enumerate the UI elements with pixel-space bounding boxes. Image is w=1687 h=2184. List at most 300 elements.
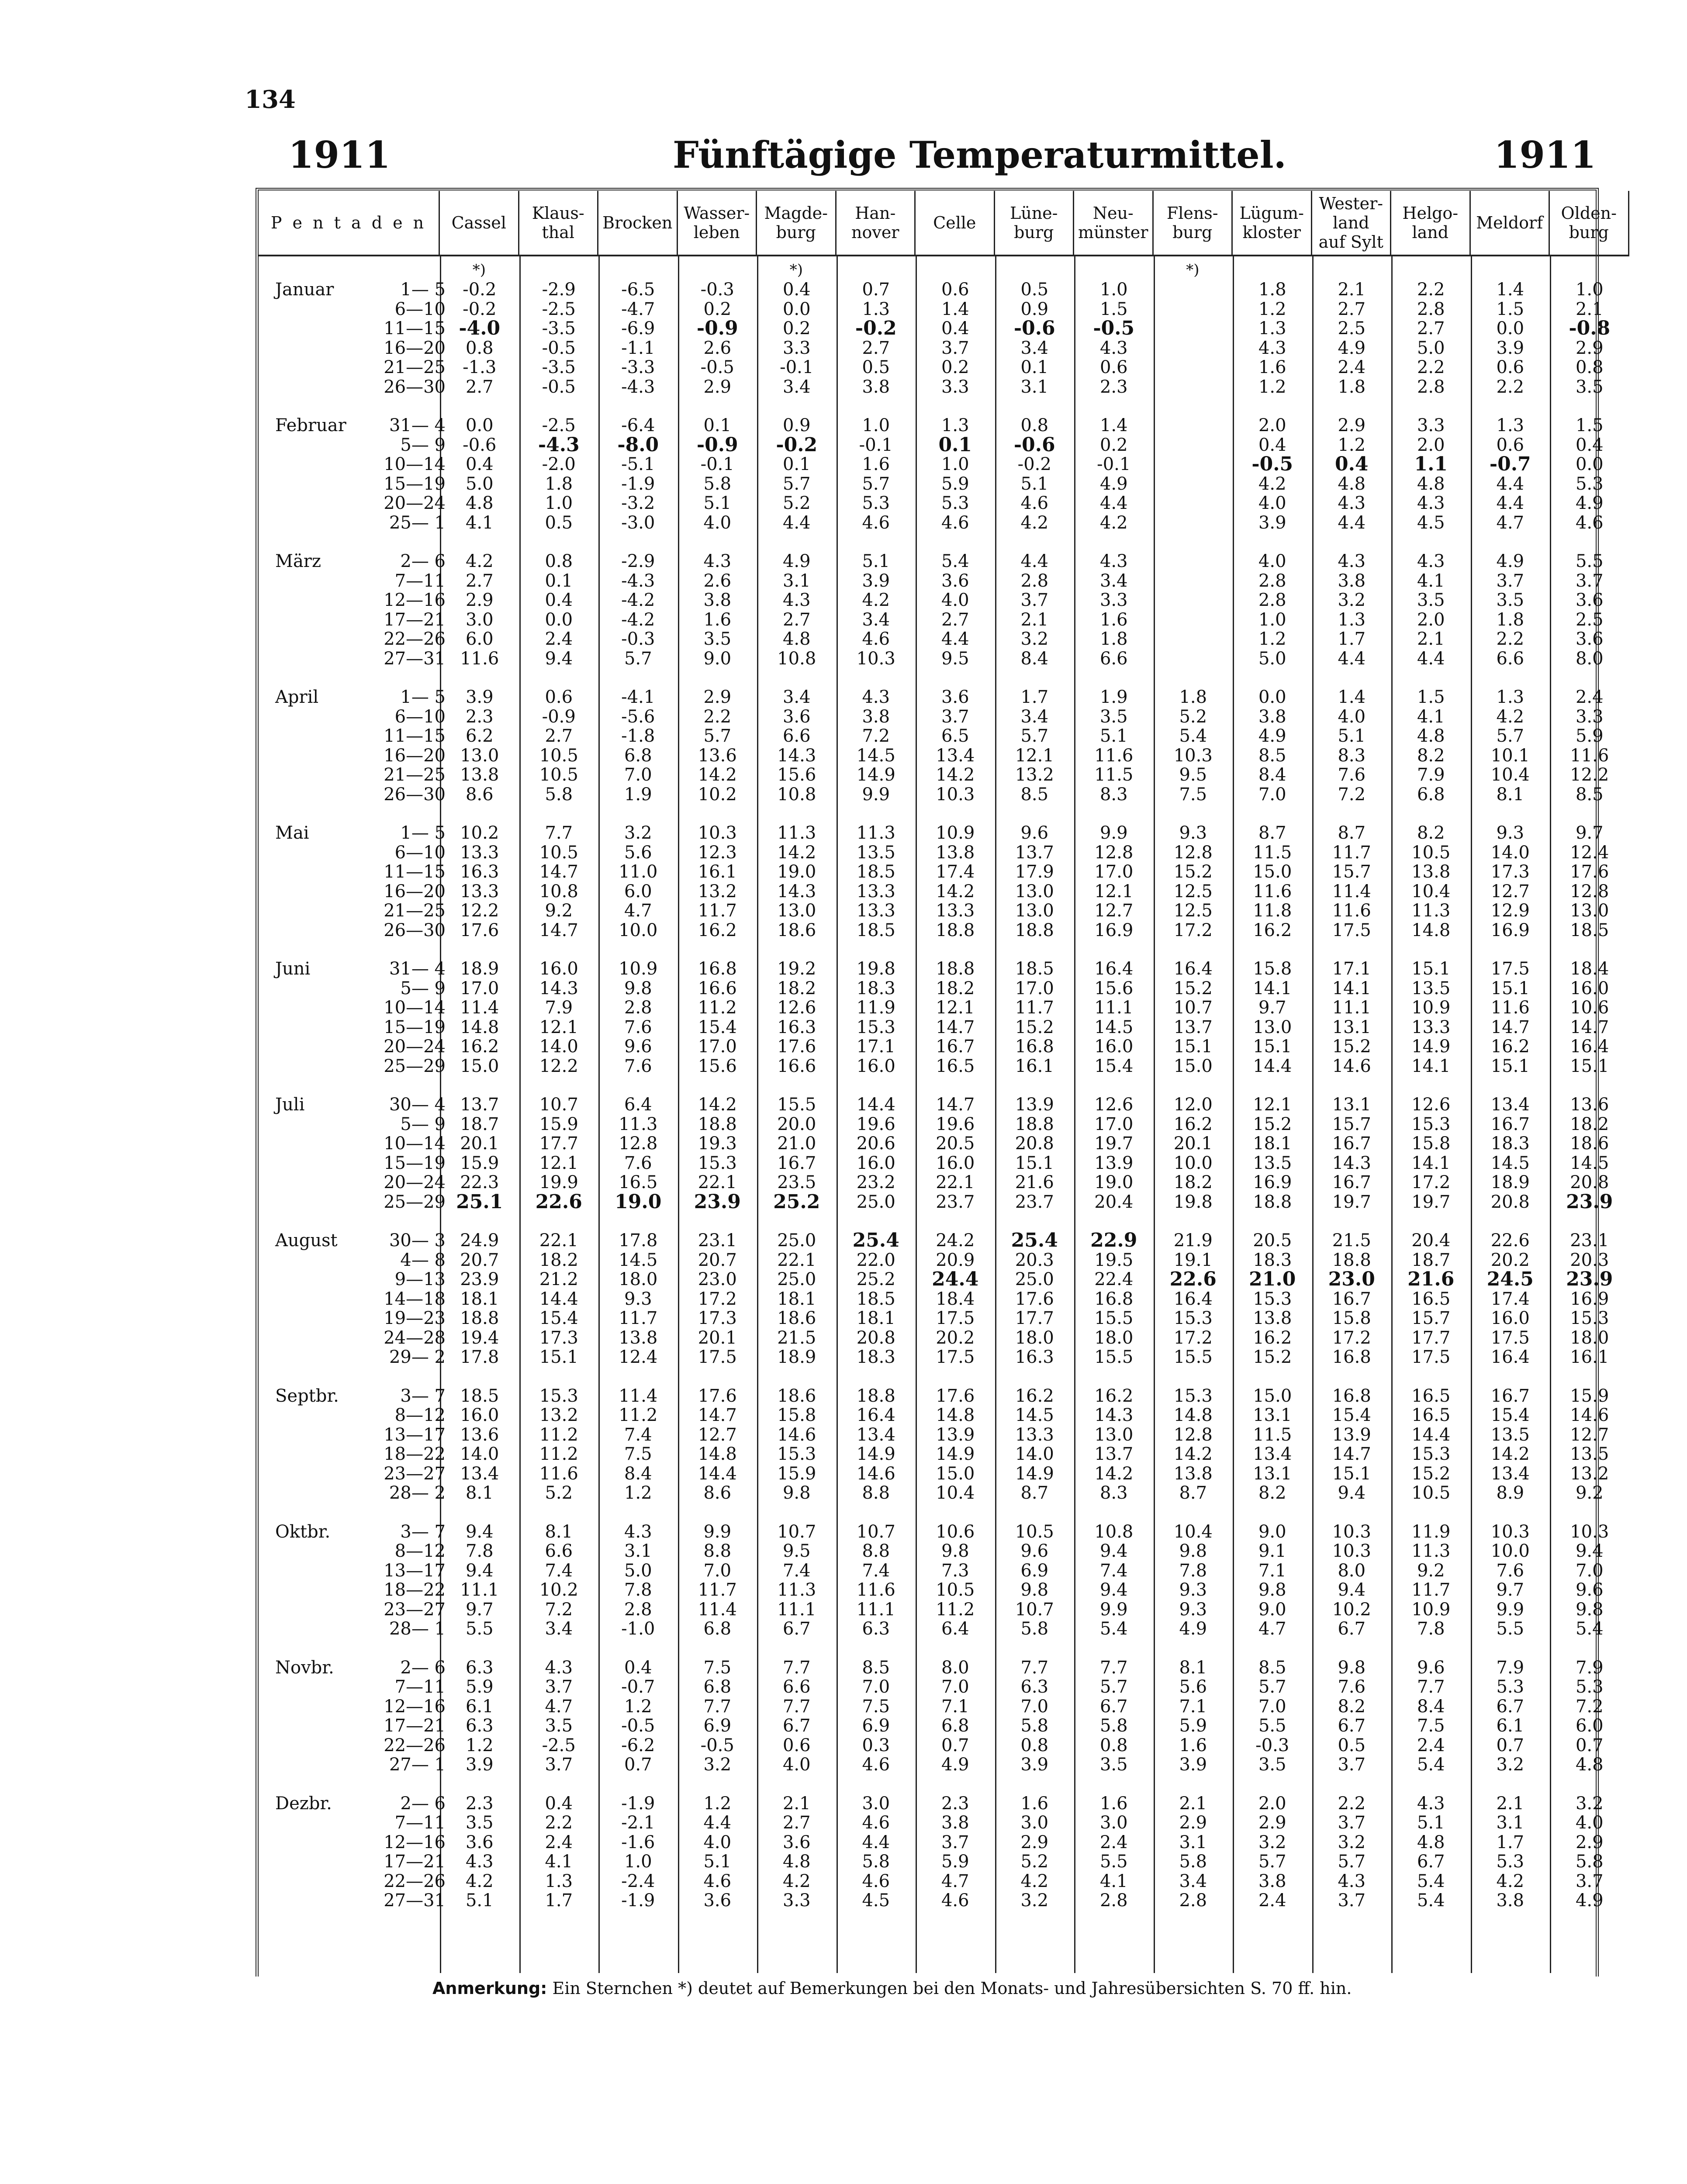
data-cell: 7.8 (1179, 1560, 1207, 1581)
data-cell: 4.6 (941, 512, 969, 533)
data-cell: 12.6 (1094, 1095, 1134, 1115)
data-cell: 9.6 (1417, 1657, 1445, 1678)
data-cell: 11.3 (777, 823, 816, 843)
data-cell: 21.5 (1332, 1230, 1371, 1251)
pentade-range: 2— 6 (400, 1793, 446, 1814)
data-cell: 4.9 (1179, 1619, 1207, 1639)
data-cell: 7.5 (624, 1444, 652, 1464)
data-cell: 13.8 (1411, 862, 1451, 882)
data-cell: 3.1 (1496, 1813, 1525, 1833)
data-cell: 14.8 (936, 1405, 975, 1425)
data-cell: 8.3 (1099, 1483, 1128, 1503)
data-cell: 5.2 (545, 1483, 573, 1503)
data-cell: -0.1 (1097, 454, 1131, 474)
data-cell: 8.1 (465, 1483, 494, 1503)
data-cell: 10.8 (777, 784, 816, 805)
data-cell: 6.8 (624, 745, 652, 766)
column-header: Cassel (440, 191, 519, 256)
page-number: 134 (245, 85, 296, 114)
data-cell: 4.1 (1417, 570, 1445, 591)
data-cell: 3.8 (1496, 1890, 1525, 1911)
data-cell: 20.4 (1411, 1230, 1451, 1251)
data-cell: 16.4 (856, 1405, 895, 1425)
data-cell: 1.7 (545, 1890, 573, 1911)
data-cell: 19.0 (615, 1190, 662, 1213)
data-cell: 7.7 (545, 823, 573, 843)
data-cell: 4.8 (1417, 473, 1445, 494)
data-cell: 13.5 (1411, 978, 1451, 999)
footnote (432, 1979, 1352, 1998)
data-cell: 17.1 (856, 1037, 895, 1057)
data-cell: 3.7 (941, 338, 969, 358)
data-cell: 16.4 (1173, 1289, 1213, 1309)
pentade-range: 23—27 (384, 1463, 446, 1484)
data-cell: 20.3 (1015, 1250, 1054, 1270)
data-cell: 21.2 (539, 1269, 578, 1289)
data-cell: 13.7 (1173, 1017, 1213, 1037)
data-cell: 14.9 (856, 765, 895, 785)
data-cell: -3.5 (542, 357, 576, 377)
data-cell: 14.4 (856, 1095, 895, 1115)
data-cell: 10.6 (1570, 998, 1609, 1018)
data-cell: -3.3 (621, 357, 655, 377)
data-cell: 11.7 (1015, 998, 1054, 1018)
data-cell: 17.2 (1173, 920, 1213, 940)
data-cell: 16.5 (1411, 1386, 1451, 1406)
pentade-range: 29— 2 (389, 1347, 446, 1367)
data-cell: 6.9 (1020, 1560, 1049, 1581)
data-cell: 24.2 (936, 1230, 975, 1251)
data-cell: 9.8 (782, 1483, 811, 1503)
data-cell: 12.0 (1173, 1095, 1213, 1115)
data-cell: 13.8 (619, 1327, 658, 1348)
data-cell: 12.8 (619, 1133, 658, 1154)
data-cell: 16.7 (1490, 1386, 1530, 1406)
data-cell: 3.6 (782, 1832, 811, 1852)
data-cell: -2.5 (542, 299, 576, 319)
data-cell: 1.4 (1338, 687, 1366, 707)
data-cell: 16.7 (1332, 1172, 1371, 1192)
data-cell: 13.2 (539, 1405, 578, 1425)
data-cell: 11.5 (1253, 1424, 1292, 1445)
data-cell: 18.1 (777, 1289, 816, 1309)
data-cell: 14.2 (936, 881, 975, 902)
data-cell: 3.5 (1496, 590, 1525, 610)
pentade-range: 12—16 (384, 1696, 446, 1717)
data-cell: 6.3 (465, 1716, 494, 1736)
data-cell: 6.6 (782, 1677, 811, 1697)
data-cell: 20.7 (460, 1250, 499, 1270)
data-cell: 20.1 (460, 1133, 499, 1154)
data-cell: 4.6 (862, 1755, 890, 1775)
data-cell: 4.3 (782, 590, 811, 610)
data-cell: 7.0 (703, 1560, 732, 1581)
data-cell: 16.2 (1490, 1037, 1530, 1057)
data-cell: 7.2 (1575, 1696, 1604, 1717)
data-cell: 7.2 (862, 726, 890, 746)
data-cell: 8.8 (862, 1483, 890, 1503)
data-cell: 3.4 (1020, 706, 1049, 727)
data-cell: 17.2 (1173, 1327, 1213, 1348)
pentade-range: 10—14 (384, 998, 446, 1018)
column-header: Celle (916, 191, 995, 256)
data-cell: 15.1 (539, 1347, 578, 1367)
data-cell: 4.1 (465, 512, 494, 533)
column-header: Brocken (598, 191, 678, 256)
data-cell: 3.5 (1099, 706, 1128, 727)
data-cell: -1.0 (621, 1619, 655, 1639)
data-cell: 15.2 (1015, 1017, 1054, 1037)
data-cell: 16.4 (1173, 959, 1213, 979)
data-cell: 4.2 (1020, 1871, 1049, 1891)
data-cell: 5.5 (1575, 551, 1604, 571)
data-cell: 0.6 (545, 687, 573, 707)
data-cell: 18.8 (936, 959, 975, 979)
data-cell: 16.5 (1411, 1289, 1451, 1309)
data-cell: 7.6 (624, 1017, 652, 1037)
data-cell: 6.6 (545, 1541, 573, 1561)
data-cell: 3.7 (545, 1677, 573, 1697)
data-cell: 13.3 (936, 901, 975, 921)
data-cell: 14.2 (777, 842, 816, 863)
data-cell: 5.9 (1575, 726, 1604, 746)
data-cell: 16.3 (1015, 1347, 1054, 1367)
data-cell: 4.9 (1496, 551, 1525, 571)
data-cell: 17.5 (936, 1347, 975, 1367)
data-cell: 15.7 (1332, 862, 1371, 882)
data-cell: 5.8 (545, 784, 573, 805)
data-cell: -0.5 (700, 357, 734, 377)
column-header: Neu- münster (1074, 191, 1154, 256)
data-cell: 0.1 (782, 454, 811, 474)
data-cell: 9.8 (624, 978, 652, 999)
data-cell: 12.6 (777, 998, 816, 1018)
data-cell: 1.9 (624, 784, 652, 805)
data-cell: 10.9 (936, 823, 975, 843)
data-cell: 11.6 (1094, 745, 1134, 766)
data-cell: -0.2 (463, 299, 497, 319)
data-cell: 18.0 (1094, 1327, 1134, 1348)
data-cell: 4.7 (624, 901, 652, 921)
data-cell: 12.4 (619, 1347, 658, 1367)
data-cell: 18.6 (1570, 1133, 1609, 1154)
data-cell: 11.6 (539, 1463, 578, 1484)
pentade-range: 28— 1 (389, 1619, 446, 1639)
data-cell: -1.8 (621, 726, 655, 746)
data-cell: 15.3 (1173, 1386, 1213, 1406)
data-cell: 16.2 (1015, 1386, 1054, 1406)
data-cell: 7.5 (703, 1657, 732, 1678)
data-cell: 16.2 (1173, 1114, 1213, 1134)
data-cell: 5.7 (1258, 1852, 1286, 1872)
data-cell: -1.6 (621, 1832, 655, 1852)
data-cell: 13.4 (1490, 1095, 1530, 1115)
data-cell: 18.7 (1411, 1250, 1451, 1270)
data-cell: 18.5 (460, 1386, 499, 1406)
data-cell: 7.1 (941, 1696, 969, 1717)
pentade-range: 20—24 (384, 1037, 446, 1057)
data-cell: 3.5 (545, 1716, 573, 1736)
data-cell: 3.7 (1338, 1813, 1366, 1833)
data-cell: 13.0 (1253, 1017, 1292, 1037)
data-cell: 0.8 (1020, 1735, 1049, 1755)
data-cell: 4.6 (862, 1813, 890, 1833)
data-cell: 6.8 (703, 1619, 732, 1639)
data-cell: 7.6 (1338, 765, 1366, 785)
data-cell: 1.7 (1020, 687, 1049, 707)
data-cell: 8.1 (545, 1521, 573, 1542)
data-cell: 17.6 (777, 1037, 816, 1057)
data-cell: 22.6 (1490, 1230, 1530, 1251)
data-cell: 13.9 (1332, 1424, 1371, 1445)
data-cell: 4.0 (1575, 1813, 1604, 1833)
data-cell: 5.4 (1417, 1755, 1445, 1775)
data-cell: 12.1 (1253, 1095, 1292, 1115)
data-cell: 3.4 (545, 1619, 573, 1639)
data-cell: 0.8 (545, 551, 573, 571)
data-cell: 4.7 (1258, 1619, 1286, 1639)
data-cell: 0.0 (1258, 687, 1286, 707)
data-cell: 9.4 (1338, 1580, 1366, 1600)
data-cell: 10.3 (1490, 1521, 1530, 1542)
data-cell: 14.6 (1332, 1056, 1371, 1076)
data-cell: 21.0 (1249, 1268, 1296, 1290)
data-cell: 16.4 (1570, 1037, 1609, 1057)
pentade-range: 27— 1 (389, 1755, 446, 1775)
pentade-range: 5— 9 (400, 435, 446, 455)
pentade-range: 17—21 (384, 1852, 446, 1872)
data-cell: 12.1 (1094, 881, 1134, 902)
data-cell: 11.4 (460, 998, 499, 1018)
data-cell: 5.1 (1417, 1813, 1445, 1833)
data-cell: 4.6 (941, 1890, 969, 1911)
data-cell: 20.2 (936, 1327, 975, 1348)
data-cell: 5.1 (465, 1890, 494, 1911)
data-cell: 16.9 (1094, 920, 1134, 940)
data-cell: 3.2 (1338, 1832, 1366, 1852)
data-cell: 4.0 (1258, 493, 1286, 513)
data-cell: 10.7 (856, 1521, 895, 1542)
data-cell: 1.6 (1099, 1793, 1128, 1814)
data-cell: 6.0 (1575, 1716, 1604, 1736)
data-cell: 6.7 (1496, 1696, 1525, 1717)
data-cell: 11.6 (856, 1580, 895, 1600)
data-cell: 7.6 (624, 1056, 652, 1076)
data-cell: 8.7 (1020, 1483, 1049, 1503)
data-cell: 1.2 (624, 1696, 652, 1717)
data-cell: 2.7 (941, 609, 969, 630)
data-cell: 13.4 (936, 745, 975, 766)
data-cell: -2.5 (542, 1735, 576, 1755)
data-cell: 5.5 (1496, 1619, 1525, 1639)
data-cell: 1.8 (1258, 280, 1286, 300)
data-cell: 7.9 (1496, 1657, 1525, 1678)
data-cell: 12.8 (1570, 881, 1609, 902)
data-cell: 4.4 (1099, 493, 1128, 513)
data-cell: 16.0 (936, 1153, 975, 1173)
column-header: Wester- land auf Sylt (1312, 191, 1392, 256)
data-cell: 16.4 (1490, 1347, 1530, 1367)
data-cell: 9.4 (1338, 1483, 1366, 1503)
data-cell: 2.1 (1417, 629, 1445, 649)
data-cell: -3.5 (542, 318, 576, 339)
data-cell: 2.7 (465, 570, 494, 591)
data-cell: -0.9 (696, 317, 738, 339)
data-cell: 2.6 (703, 570, 732, 591)
data-cell: 15.6 (698, 1056, 737, 1076)
data-cell: 7.0 (862, 1677, 890, 1697)
data-cell: 14.4 (539, 1289, 578, 1309)
data-cell: 3.7 (1338, 1890, 1366, 1911)
data-cell: 4.0 (941, 590, 969, 610)
data-cell: 3.2 (1338, 590, 1366, 610)
data-cell: 17.0 (1015, 978, 1054, 999)
data-cell: 22.9 (1090, 1229, 1137, 1251)
data-cell: 2.4 (545, 1832, 573, 1852)
data-cell: 15.2 (1332, 1037, 1371, 1057)
data-cell: 4.4 (1496, 473, 1525, 494)
data-cell: 20.3 (1570, 1250, 1609, 1270)
data-cell: 10.9 (619, 959, 658, 979)
data-cell: 15.3 (1253, 1289, 1292, 1309)
data-cell: 3.3 (1417, 415, 1445, 435)
data-cell: 9.4 (1099, 1580, 1128, 1600)
data-cell: 18.6 (777, 1386, 816, 1406)
data-cell: -2.9 (621, 551, 655, 571)
data-cell: 0.4 (545, 590, 573, 610)
data-cell: 6.6 (782, 726, 811, 746)
data-cell: -4.3 (538, 433, 580, 456)
data-cell: 8.1 (1496, 784, 1525, 805)
pentade-range: 24—28 (384, 1327, 446, 1348)
data-cell: 20.8 (1490, 1192, 1530, 1212)
data-cell: 15.3 (1570, 1308, 1609, 1328)
data-cell: 5.7 (1496, 726, 1525, 746)
data-cell: 10.2 (539, 1580, 578, 1600)
data-cell: 2.7 (1338, 299, 1366, 319)
data-cell: 9.0 (1258, 1599, 1286, 1620)
month-label: April (275, 687, 319, 707)
data-cell: 3.6 (941, 570, 969, 591)
data-cell: 1.0 (1575, 280, 1604, 300)
data-cell: 2.7 (862, 338, 890, 358)
data-cell: 8.0 (1575, 648, 1604, 669)
data-cell: 11.2 (698, 998, 737, 1018)
data-cell: 21.5 (777, 1327, 816, 1348)
data-cell: -2.5 (542, 415, 576, 435)
data-cell: 13.7 (460, 1095, 499, 1115)
data-cell: -0.1 (859, 435, 893, 455)
data-cell: 15.1 (1253, 1037, 1292, 1057)
pentade-range: 25—29 (384, 1056, 446, 1076)
data-cell: 7.8 (624, 1580, 652, 1600)
data-cell: 10.3 (856, 648, 895, 669)
data-cell: 18.0 (1570, 1327, 1609, 1348)
month-label: Oktbr. (275, 1521, 331, 1542)
pentade-range: 7—11 (394, 1813, 446, 1833)
data-cell: 3.5 (1417, 590, 1445, 610)
data-cell: 15.1 (1173, 1037, 1213, 1057)
data-cell: 8.3 (1338, 745, 1366, 766)
data-cell: 18.9 (1490, 1172, 1530, 1192)
data-cell: 14.9 (1411, 1037, 1451, 1057)
data-cell: 5.7 (1099, 1677, 1128, 1697)
data-cell: 21.0 (777, 1133, 816, 1154)
data-cell: 0.1 (703, 415, 732, 435)
data-cell: 2.8 (1417, 299, 1445, 319)
data-cell: 14.2 (1490, 1444, 1530, 1464)
data-cell: 19.2 (777, 959, 816, 979)
data-cell: -6.2 (621, 1735, 655, 1755)
data-cell: 0.7 (1575, 1735, 1604, 1755)
data-cell: 4.9 (941, 1755, 969, 1775)
data-cell: 23.9 (460, 1269, 499, 1289)
data-cell: 14.7 (936, 1095, 975, 1115)
pentade-range: 10—14 (384, 1133, 446, 1154)
data-cell: 0.8 (1575, 357, 1604, 377)
data-cell: 7.4 (1099, 1560, 1128, 1581)
data-cell: 16.3 (460, 862, 499, 882)
data-cell: 4.2 (1258, 473, 1286, 494)
data-cell: 0.6 (1496, 435, 1525, 455)
data-cell: 20.1 (1173, 1133, 1213, 1154)
data-cell: 0.1 (545, 570, 573, 591)
data-cell: 2.8 (1099, 1890, 1128, 1911)
data-cell: 9.5 (1179, 765, 1207, 785)
data-cell: 2.9 (1575, 338, 1604, 358)
data-cell: 15.4 (698, 1017, 737, 1037)
data-cell: 2.1 (1575, 299, 1604, 319)
data-cell: 9.1 (1258, 1541, 1286, 1561)
data-cell: 11.9 (856, 998, 895, 1018)
data-cell: 5.4 (1417, 1890, 1445, 1911)
data-cell: 10.2 (460, 823, 499, 843)
data-cell: 0.7 (941, 1735, 969, 1755)
data-cell: 4.0 (782, 1755, 811, 1775)
data-cell: 9.5 (782, 1541, 811, 1561)
data-cell: 4.2 (862, 590, 890, 610)
data-cell: 15.4 (1490, 1405, 1530, 1425)
data-cell: -0.3 (621, 629, 655, 649)
data-cell: 5.7 (862, 473, 890, 494)
footnote-label: Anmerkung: (432, 1979, 547, 1998)
data-cell: 5.4 (941, 551, 969, 571)
data-cell: 1.6 (1258, 357, 1286, 377)
data-cell: 11.6 (1570, 745, 1609, 766)
data-cell: 17.6 (698, 1386, 737, 1406)
data-cell: 7.7 (1020, 1657, 1049, 1678)
data-cell: 2.8 (1179, 1890, 1207, 1911)
data-cell: 5.3 (1575, 473, 1604, 494)
data-cell: 18.6 (777, 1308, 816, 1328)
data-cell: 20.9 (936, 1250, 975, 1270)
data-cell: 13.4 (460, 1463, 499, 1484)
data-cell: 1.4 (941, 299, 969, 319)
data-cell: -1.9 (621, 1793, 655, 1814)
data-cell: 2.2 (545, 1813, 573, 1833)
data-cell: -0.2 (1017, 454, 1051, 474)
data-cell: 9.4 (1099, 1541, 1128, 1561)
data-cell: 17.7 (539, 1133, 578, 1154)
data-cell: 22.1 (539, 1230, 578, 1251)
data-cell: -0.9 (542, 706, 576, 727)
data-cell: 9.5 (941, 648, 969, 669)
data-cell: 9.9 (1496, 1599, 1525, 1620)
data-cell: 4.9 (1258, 726, 1286, 746)
data-cell: 3.6 (703, 1890, 732, 1911)
data-cell: 5.9 (941, 1852, 969, 1872)
page-title: Fünftägige Temperaturmittel. (673, 133, 1286, 176)
